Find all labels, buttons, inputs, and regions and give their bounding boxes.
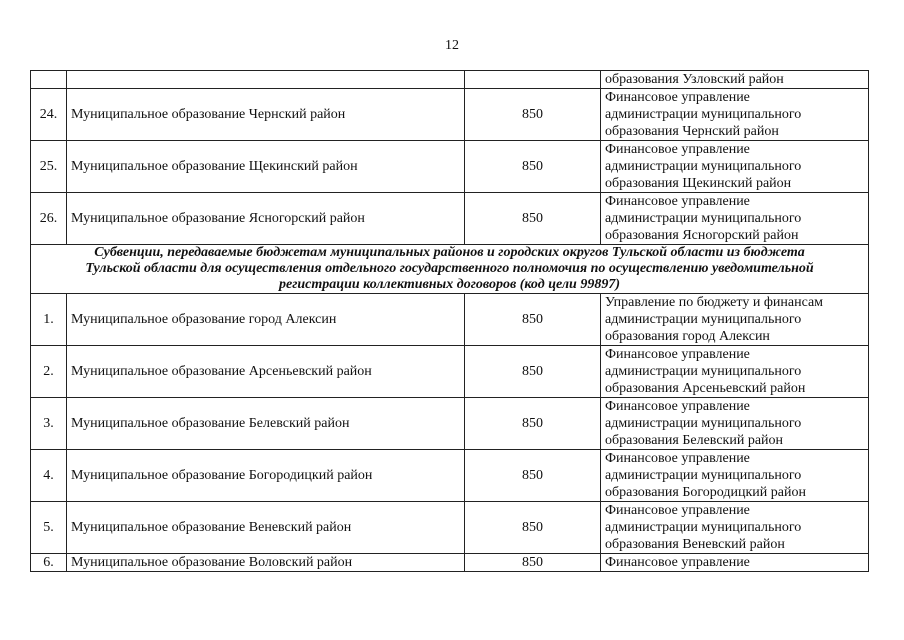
municipality-cell: Муниципальное образование Ясногорский район xyxy=(67,193,465,245)
organization-cell xyxy=(601,89,869,141)
organization-cell xyxy=(601,193,869,245)
code-cell: 850 xyxy=(465,141,601,193)
organization-line: администрации муниципального xyxy=(605,364,802,379)
organization-line: администрации муниципального xyxy=(605,468,802,483)
organization-line: Финансовое управление xyxy=(605,90,750,105)
municipality-cell: Муниципальное образование Белевский район xyxy=(67,398,465,450)
municipality-cell: Муниципальное образование Воловский район xyxy=(67,554,465,572)
code-cell: 850 xyxy=(465,502,601,554)
organization-cell xyxy=(601,71,869,89)
row-number-cell: 6. xyxy=(31,554,67,572)
table-row xyxy=(31,141,869,193)
organization-line: администрации муниципального xyxy=(605,312,802,327)
organization-line: Финансовое управление xyxy=(605,451,750,466)
row-number-cell: 4. xyxy=(31,450,67,502)
municipality-cell xyxy=(67,71,465,89)
organization-line: образования Богородицкий район xyxy=(605,485,806,500)
organization-line: Управление по бюджету и финансам xyxy=(605,295,824,310)
municipality-cell: Муниципальное образование город Алексин xyxy=(67,294,465,346)
section-title xyxy=(31,245,869,294)
organization-line: Финансовое управление xyxy=(605,503,750,518)
organization-line: образования Щекинский район xyxy=(605,176,792,191)
municipality-cell: Муниципальное образование Арсеньевский район xyxy=(67,346,465,398)
table-row xyxy=(31,89,869,141)
organization-line: Финансовое управление xyxy=(605,142,750,157)
organization-cell xyxy=(601,450,869,502)
code-cell: 850 xyxy=(465,294,601,346)
table-row xyxy=(31,346,869,398)
section-header-row xyxy=(31,245,869,294)
organization-cell xyxy=(601,502,869,554)
organization-line: администрации муниципального xyxy=(605,107,802,122)
table-row xyxy=(31,502,869,554)
section-title-line: Тульской области для осуществления отдельного государственного полномочия по осуществлению уведомительной xyxy=(85,261,814,276)
row-number-cell: 1. xyxy=(31,294,67,346)
organization-line: администрации муниципального xyxy=(605,159,802,174)
organization-line: образования Ясногорский район xyxy=(605,228,799,243)
organization-cell xyxy=(601,554,869,572)
organization-line: образования Белевский район xyxy=(605,433,784,448)
table-row xyxy=(31,554,869,572)
organization-line: образования город Алексин xyxy=(605,329,770,344)
row-number-cell: 2. xyxy=(31,346,67,398)
continuation-row xyxy=(31,71,869,89)
organization-line: администрации муниципального xyxy=(605,211,802,226)
section-title-line: регистрации коллективных договоров (код цели 99897) xyxy=(279,277,620,292)
section-title-line: Субвенции, передаваемые бюджетам муниципальных районов и городских округов Тульской области из бюджета xyxy=(94,245,805,260)
organization-line: администрации муниципального xyxy=(605,520,802,535)
code-cell: 850 xyxy=(465,193,601,245)
municipality-cell: Муниципальное образование Веневский район xyxy=(67,502,465,554)
municipality-cell: Муниципальное образование Щекинский район xyxy=(67,141,465,193)
row-number-cell xyxy=(31,71,67,89)
municipality-cell: Муниципальное образование Богородицкий район xyxy=(67,450,465,502)
table-row xyxy=(31,450,869,502)
row-number-cell: 25. xyxy=(31,141,67,193)
organization-cell xyxy=(601,346,869,398)
organization-line: Финансовое управление xyxy=(605,399,750,414)
row-number-cell: 5. xyxy=(31,502,67,554)
table-row xyxy=(31,398,869,450)
row-number-cell: 26. xyxy=(31,193,67,245)
table-row xyxy=(31,193,869,245)
table-row xyxy=(31,294,869,346)
organization-line: образования Чернский район xyxy=(605,124,779,139)
page-number: 12 xyxy=(445,38,459,53)
code-cell: 850 xyxy=(465,346,601,398)
organization-line: образования Арсеньевский район xyxy=(605,381,806,396)
organization-cell xyxy=(601,141,869,193)
municipality-cell: Муниципальное образование Чернский район xyxy=(67,89,465,141)
code-cell: 850 xyxy=(465,398,601,450)
code-cell: 850 xyxy=(465,89,601,141)
organization-line: образования Узловский район xyxy=(605,72,784,87)
code-cell: 850 xyxy=(465,450,601,502)
organization-cell xyxy=(601,294,869,346)
subsidy-table xyxy=(30,70,869,572)
code-cell xyxy=(465,71,601,89)
organization-line: Финансовое управление xyxy=(605,194,750,209)
organization-line: образования Веневский район xyxy=(605,537,785,552)
organization-line: Финансовое управление xyxy=(605,347,750,362)
organization-cell xyxy=(601,398,869,450)
row-number-cell: 3. xyxy=(31,398,67,450)
organization-line: Финансовое управление xyxy=(605,555,750,570)
row-number-cell: 24. xyxy=(31,89,67,141)
organization-line: администрации муниципального xyxy=(605,416,802,431)
code-cell: 850 xyxy=(465,554,601,572)
